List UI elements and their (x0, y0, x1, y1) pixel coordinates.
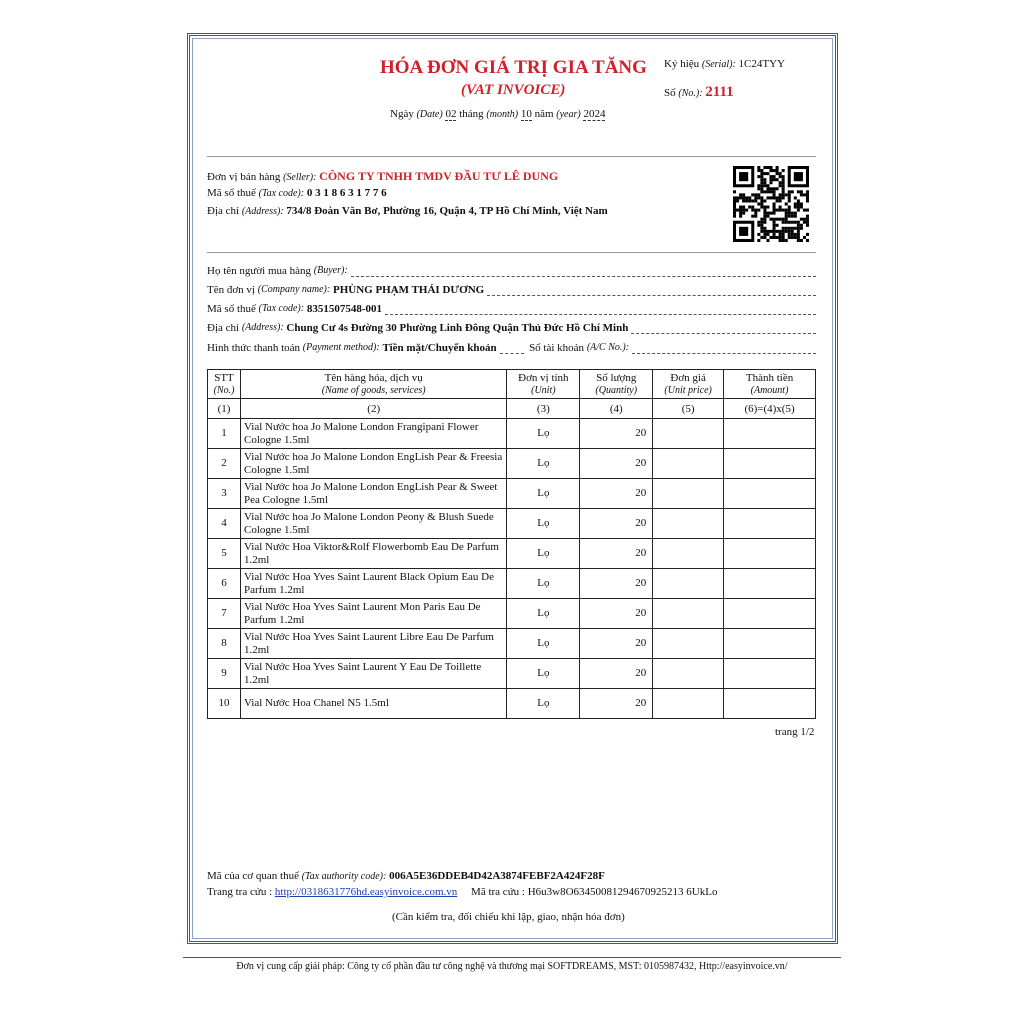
index-cell: (4) (580, 399, 653, 419)
divider (207, 156, 816, 157)
qr-code-icon (733, 166, 809, 242)
invoice-number (664, 84, 734, 101)
tax-authority-code (207, 870, 605, 882)
table-header (208, 370, 816, 399)
lookup-link[interactable]: http://0318631776hd.easyinvoice.com.vn (274, 886, 458, 898)
year-value: 2024 (583, 108, 606, 120)
fill-line (500, 342, 524, 354)
no-value: 2111 (705, 84, 734, 100)
row-no: 3 (208, 479, 241, 509)
label-en: (Tax authority code): (301, 871, 387, 882)
table-row (208, 419, 816, 449)
page-number: trang 1/2 (775, 726, 815, 738)
row-unit-price (653, 479, 724, 509)
table-row (208, 689, 816, 719)
row-amount (724, 689, 816, 719)
label-en: (Company name): (257, 284, 331, 295)
label-en: (Buyer): (313, 265, 348, 276)
label: Mã số thuế (207, 187, 256, 199)
serial-label: Ký hiệu (664, 58, 700, 70)
divider (207, 252, 816, 253)
index-cell: (6)=(4)x(5) (724, 399, 816, 419)
row-goods-name: Vial Nước Hoa Yves Saint Laurent Mon Paris Eau De Parfum 1.2ml (240, 599, 506, 629)
row-quantity: 20 (580, 479, 653, 509)
row-goods-name: Vial Nước hoa Jo Malone London EngLish Pear & Freesia Cologne 1.5ml (240, 449, 506, 479)
no-label: Số (664, 87, 676, 99)
label: Đơn vị bán hàng (207, 171, 281, 183)
seller-address-value: 734/8 Đoàn Văn Bơ, Phường 16, Quận 4, TP Hồ Chí Minh, Việt Nam (286, 205, 608, 217)
label-en: (Tax code): (258, 303, 305, 314)
table-row (208, 479, 816, 509)
row-amount (724, 479, 816, 509)
table-row (208, 659, 816, 689)
column-header-en: (Unit price) (664, 384, 712, 396)
provider-info: Đơn vị cung cấp giải pháp: Công ty cổ phần đầu tư công nghệ và thương mại SOFTDREAMS, MST: 0105987432, Http://easyinvoice.vn/ (236, 961, 788, 972)
row-amount (724, 599, 816, 629)
row-unit-price (653, 509, 724, 539)
seller-name (207, 169, 558, 184)
label-en: (Address): (241, 322, 284, 333)
index-cell: (3) (507, 399, 580, 419)
row-quantity: 20 (580, 629, 653, 659)
fill-line (487, 284, 816, 296)
row-amount (724, 449, 816, 479)
row-goods-name: Vial Nước Hoa Chanel N5 1.5ml (240, 689, 506, 719)
label: Số tài khoản (529, 342, 585, 354)
year-label: năm (534, 108, 554, 120)
column-header-vi: Thành tiền (745, 371, 794, 384)
month-label: tháng (459, 108, 484, 120)
buyer-name-field (351, 265, 816, 277)
serial-label-en: (Serial): (701, 59, 736, 70)
label: Hình thức thanh toán (207, 342, 301, 354)
column-header-en: (Unit) (531, 384, 556, 396)
column-header-vi: Đơn vị tính (518, 371, 569, 384)
column-header (208, 370, 241, 399)
row-amount (724, 539, 816, 569)
seller-tax-value: 0 3 1 8 6 3 1 7 7 6 (306, 187, 387, 199)
row-amount (724, 629, 816, 659)
index-cell: (5) (653, 399, 724, 419)
label: Mã số thuế (207, 303, 256, 315)
row-goods-name: Vial Nước hoa Jo Malone London Frangipani Flower Cologne 1.5ml (240, 419, 506, 449)
label: Tên đơn vị (207, 284, 255, 296)
column-header-vi: Tên hàng hóa, dịch vụ (324, 371, 423, 384)
row-quantity: 20 (580, 659, 653, 689)
label-en: (Seller): (283, 172, 317, 183)
row-quantity: 20 (580, 569, 653, 599)
buyer-company-value: PHÙNG PHẠM THÁI DƯƠNG (332, 284, 485, 296)
account-number-field (632, 342, 816, 354)
footer-divider (183, 957, 841, 958)
table-row (208, 629, 816, 659)
column-header (724, 370, 816, 399)
label: Địa chỉ (207, 205, 240, 217)
invoice-subtitle: (VAT INVOICE) (461, 82, 566, 98)
goods-table (207, 369, 816, 719)
table-row (208, 599, 816, 629)
payment-method (207, 342, 816, 354)
row-quantity: 20 (580, 419, 653, 449)
row-unit-price (653, 599, 724, 629)
table-row (208, 539, 816, 569)
row-goods-name: Vial Nước Hoa Viktor&Rolf Flowerbomb Eau De Parfum 1.2ml (240, 539, 506, 569)
row-goods-name: Vial Nước hoa Jo Malone London EngLish Pear & Sweet Pea Cologne 1.5ml (240, 479, 506, 509)
payment-method-value: Tiền mặt/Chuyển khoản (382, 342, 497, 354)
label-en: (Tax code): (258, 188, 305, 199)
row-unit: Lọ (507, 629, 580, 659)
row-quantity: 20 (580, 599, 653, 629)
buyer-tax-value: 8351507548-001 (306, 303, 383, 315)
month-value: 10 (520, 108, 532, 120)
row-unit: Lọ (507, 569, 580, 599)
row-no: 7 (208, 599, 241, 629)
index-row (208, 399, 816, 419)
invoice-date (390, 108, 605, 120)
row-no: 4 (208, 509, 241, 539)
label-en: (A/C No.): (586, 342, 630, 353)
row-unit-price (653, 629, 724, 659)
label: Mã tra cứu : (471, 886, 525, 898)
label: Địa chỉ (207, 322, 240, 334)
column-header-en: (Name of goods, services) (321, 384, 426, 396)
row-quantity: 20 (580, 689, 653, 719)
row-no: 2 (208, 449, 241, 479)
row-unit: Lọ (507, 419, 580, 449)
row-unit: Lọ (507, 479, 580, 509)
row-no: 5 (208, 539, 241, 569)
column-header (653, 370, 724, 399)
row-goods-name: Vial Nước Hoa Yves Saint Laurent Libre Eau De Parfum 1.2ml (240, 629, 506, 659)
column-header (507, 370, 580, 399)
row-unit-price (653, 569, 724, 599)
column-header-vi: STT (214, 371, 234, 384)
column-header (240, 370, 506, 399)
row-quantity: 20 (580, 509, 653, 539)
row-unit: Lọ (507, 659, 580, 689)
label: Mã của cơ quan thuế (207, 870, 299, 882)
row-no: 10 (208, 689, 241, 719)
row-goods-name: Vial Nước hoa Jo Malone London Peony & Blush Suede Cologne 1.5ml (240, 509, 506, 539)
seller-tax (207, 187, 387, 199)
column-header-en: (Quantity) (595, 384, 638, 396)
row-no: 9 (208, 659, 241, 689)
column-header-en: (No.) (213, 384, 235, 396)
fill-line (385, 303, 816, 315)
table-row (208, 449, 816, 479)
row-no: 6 (208, 569, 241, 599)
column-header-en: (Amount) (750, 384, 789, 396)
buyer-address-value: Chung Cư 4s Đường 30 Phường Linh Đông Quận Thủ Đức Hồ Chí Minh (286, 322, 629, 334)
seller-address (207, 205, 608, 217)
row-unit-price (653, 689, 724, 719)
serial-value: 1C24TYY (738, 58, 785, 70)
date-label: Ngày (390, 108, 414, 120)
row-unit: Lọ (507, 539, 580, 569)
row-unit: Lọ (507, 449, 580, 479)
buyer-address (207, 322, 816, 334)
table-row (208, 569, 816, 599)
year-label-en: (year) (556, 109, 581, 120)
row-goods-name: Vial Nước Hoa Yves Saint Laurent Y Eau De Toillette 1.2ml (240, 659, 506, 689)
row-unit: Lọ (507, 689, 580, 719)
seller-name-value: CÔNG TY TNHH TMDV ĐẦU TƯ LÊ DUNG (319, 169, 559, 183)
row-quantity: 20 (580, 449, 653, 479)
fill-line (631, 322, 816, 334)
buyer-name (207, 265, 816, 277)
column-header-vi: Đơn giá (670, 371, 706, 384)
label-en: (Payment method): (302, 342, 380, 353)
row-unit-price (653, 539, 724, 569)
row-unit-price (653, 449, 724, 479)
verification-note: (Cần kiểm tra, đối chiếu khi lập, giao, nhận hóa đơn) (392, 911, 625, 923)
column-header-vi: Số lượng (596, 371, 637, 384)
row-amount (724, 419, 816, 449)
row-unit: Lọ (507, 599, 580, 629)
row-no: 8 (208, 629, 241, 659)
row-goods-name: Vial Nước Hoa Yves Saint Laurent Black Opium Eau De Parfum 1.2ml (240, 569, 506, 599)
no-label-en: (No.): (678, 88, 703, 99)
label: Họ tên người mua hàng (207, 265, 312, 277)
label-en: (Address): (241, 206, 284, 217)
invoice-title: HÓA ĐƠN GIÁ TRỊ GIA TĂNG (380, 57, 647, 78)
lookup-info (207, 886, 717, 898)
row-amount (724, 659, 816, 689)
month-label-en: (month) (486, 109, 519, 120)
row-no: 1 (208, 419, 241, 449)
tax-authority-code-value: 006A5E36DDEB4D42A3874FEBF2A424F28F (389, 870, 605, 882)
day-value: 02 (445, 108, 457, 120)
row-unit-price (653, 419, 724, 449)
column-header (580, 370, 653, 399)
row-unit-price (653, 659, 724, 689)
row-unit: Lọ (507, 509, 580, 539)
row-quantity: 20 (580, 539, 653, 569)
buyer-tax (207, 303, 816, 315)
row-amount (724, 509, 816, 539)
serial (664, 58, 785, 70)
buyer-company (207, 284, 816, 296)
row-amount (724, 569, 816, 599)
index-cell: (1) (208, 399, 241, 419)
lookup-code-value: H6u3w8O63450081294670925213 6UkLo (527, 886, 718, 898)
table-row (208, 509, 816, 539)
label: Trang tra cứu : (207, 886, 273, 898)
date-label-en: (Date) (416, 109, 443, 120)
index-cell: (2) (240, 399, 506, 419)
